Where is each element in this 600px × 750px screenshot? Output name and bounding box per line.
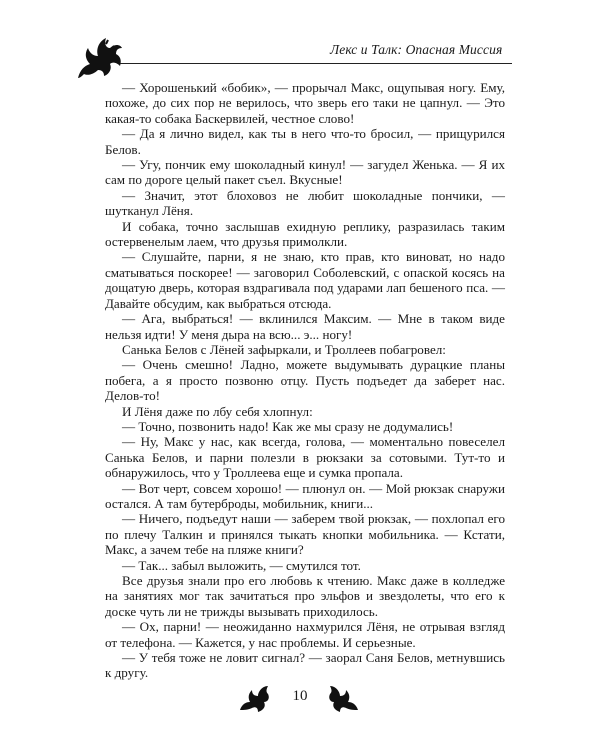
paragraph: — Хорошенький «бобик», — прорычал Макс, ощупывая ногу. Ему, похоже, до сих пор не верилось, что зверь его таки не цапнул. — Это какая-то собака Баскервилей, честное слово! [105,80,505,126]
header-rule [120,63,512,64]
page-number: 10 [292,688,308,704]
dragon-ornament-icon [326,680,362,716]
page-footer [0,680,600,720]
running-title: Лекс и Талк: Опасная Миссия [330,42,503,57]
paragraph: — Ага, выбраться! — вклинился Максим. — Мне в таком виде нельзя идти! У меня дыра на всю... э... ногу! [105,311,505,342]
paragraph: — Ох, парни! — неожиданно нахмурился Лёня, не отрывая взгляд от телефона. — Кажется, у нас проблемы. И серьезные. [105,619,505,650]
body-text [105,80,505,681]
dragon-ornament-icon [70,30,126,86]
paragraph: — Очень смешно! Ладно, можете выдумывать дурацкие планы побега, а я просто позвоню отцу. Пусть подъедет да заберет нас. Делов-то! [105,357,505,404]
paragraph: — Так... забыл выложить, — смутился тот. [122,557,361,573]
paragraph: — Ну, Макс у нас, как всегда, голова, — моментально повеселел Санька Белов, и парни полезли в рюкзаки за сотовыми. Тут-то и обнаружилось, что у Троллеева еще и сумка пропала. [105,434,505,481]
paragraph: — Вот черт, совсем хорошо! — плюнул он. — Мой рюкзак снаружи остался. А там бутерброды, мобильник, книги... [105,480,505,511]
paragraph: — Угу, пончик ему шоколадный кинул! — загудел Женька. — Я их сам по дороге целый пакет съел. Вкусные! [105,157,505,188]
paragraph: Все друзья знали про его любовь к чтению. Макс даже в колледже на занятиях мог так зачитаться про эльфов и звездолеты, что его к доске чуть ли не трижды вызывать приходилось. [105,573,505,619]
paragraph: — Значит, этот блоховоз не любит шоколадные пончики, — шутканул Лёня. [105,187,505,219]
paragraph: — Точно, позвонить надо! Как же мы сразу не додумались! [122,418,454,434]
paragraph: Санька Белов с Лёней зафыркали, и Троллеев побагровел: [122,341,446,357]
paragraph: И Лёня даже по лбу себя хлопнул: [122,403,313,419]
paragraph: — Ничего, подъедут наши — заберем твой рюкзак, — похлопал его по плечу Талкин и принялся тыкать кнопки мобильника. — Кстати, Макс, а зачем тебе на пляже книги? [105,511,505,558]
paragraph: — Слушайте, парни, я не знаю, кто прав, кто виноват, но надо сматываться поскорее! — заговорил Соболевский, с опаской косясь на дощатую дверь, которая вздрагивала под ударами лап бешеного пса. — Давайте обсудим, как выбраться отсюда. [105,249,505,311]
dragon-ornament-icon [236,680,272,716]
paragraph: И собака, точно заслышав ехидную реплику, разразилась таким остервенелым лаем, что друзья примолкли. [105,218,505,250]
paragraph: — У тебя тоже не ловит сигнал? — заорал Саня Белов, метнувшись к другу. [105,650,505,681]
paragraph: — Да я лично видел, как ты в него что-то бросил, — прищурился Белов. [105,126,505,157]
